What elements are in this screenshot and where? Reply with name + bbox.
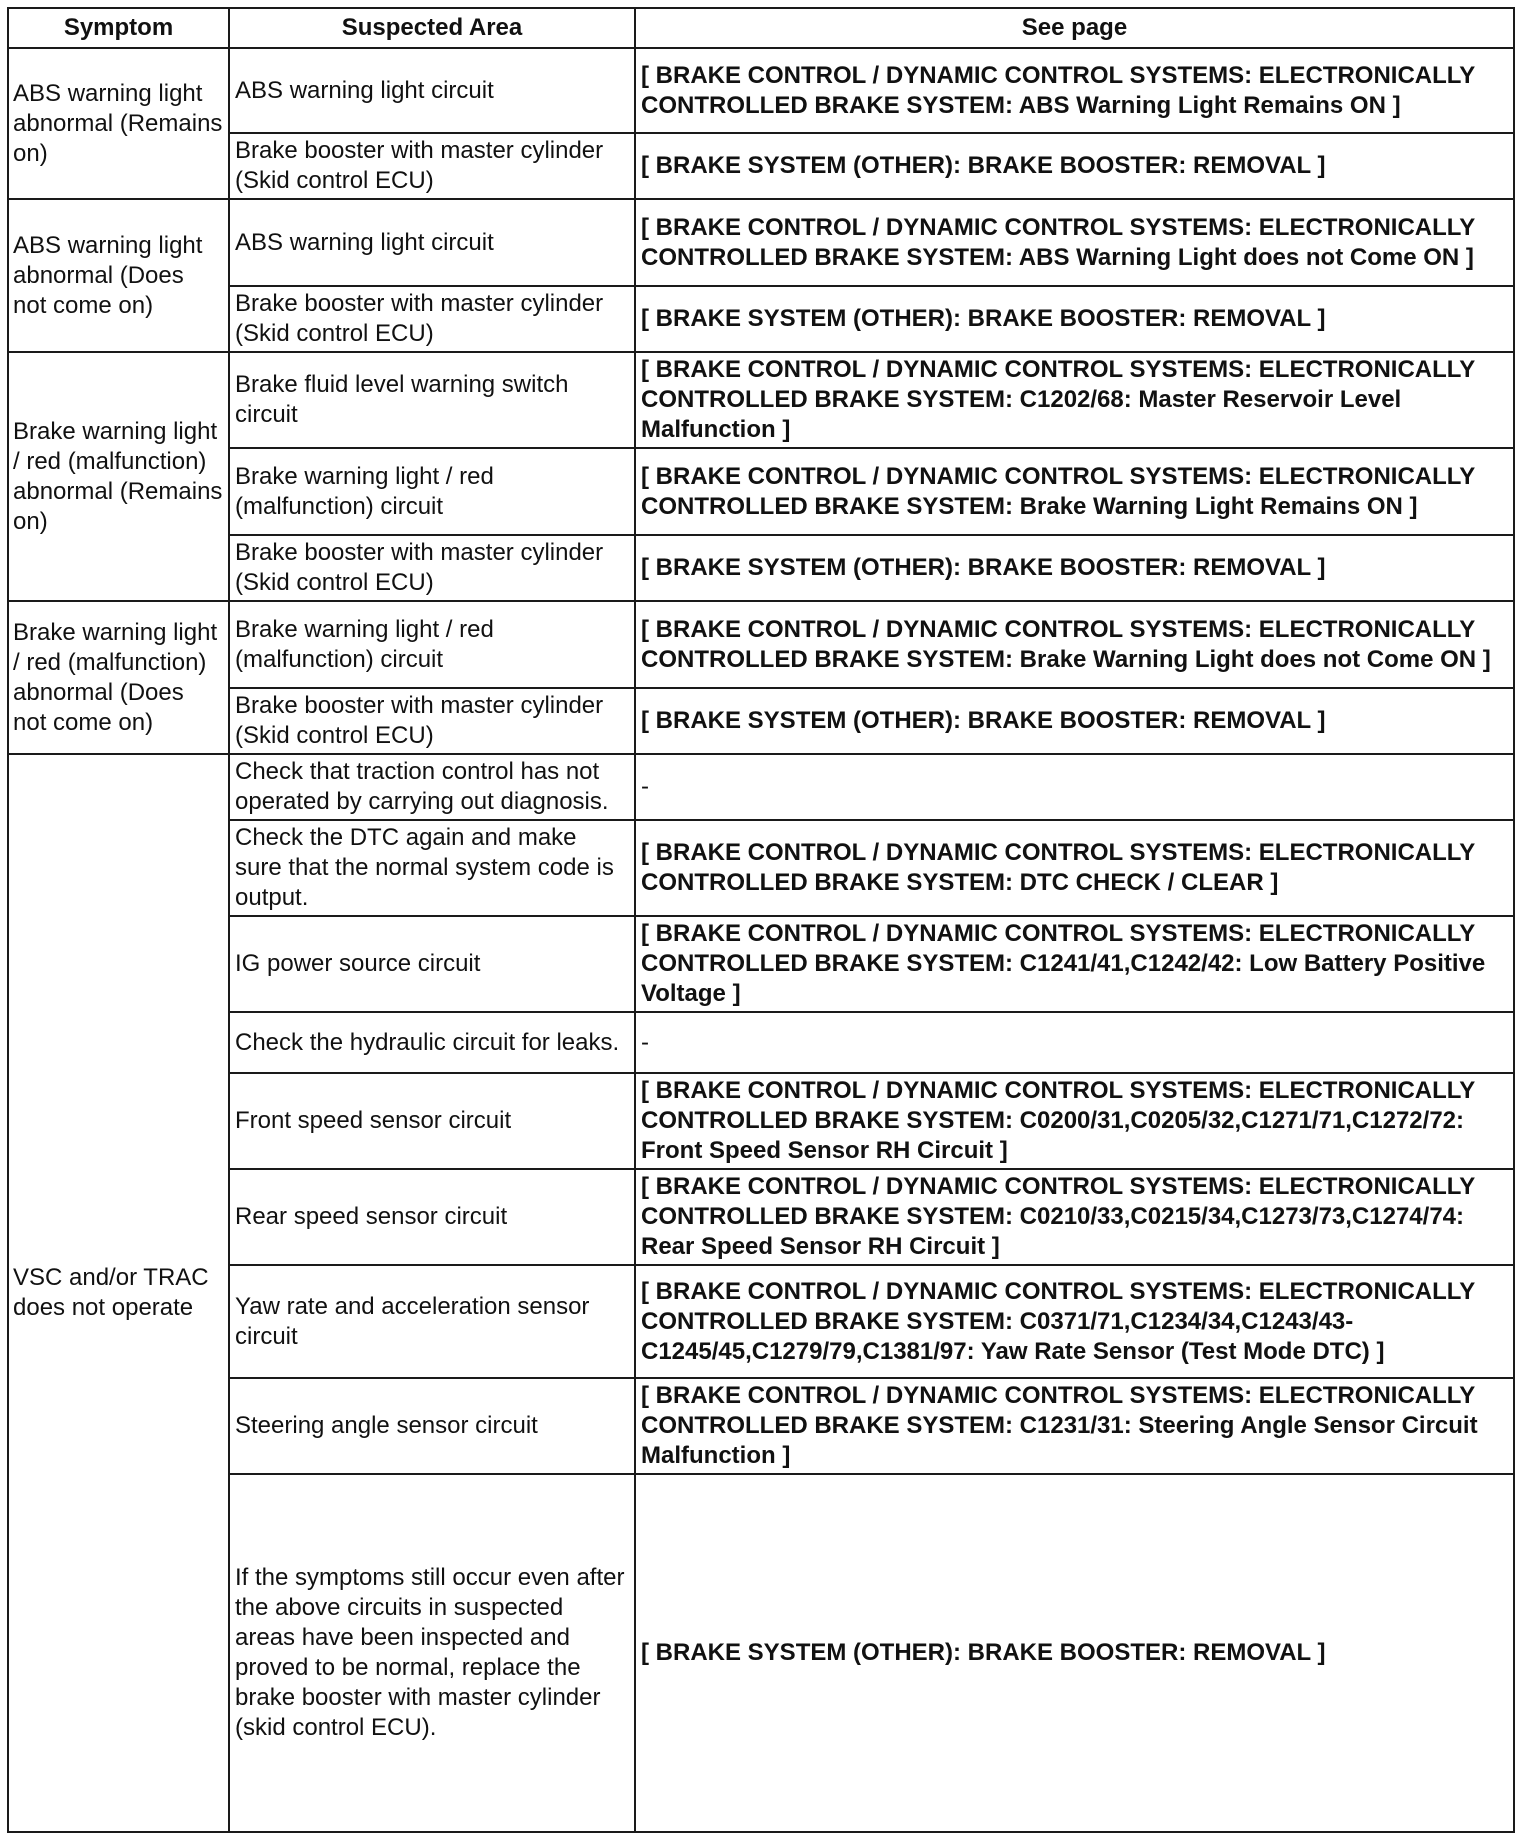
table-row	[8, 601, 1514, 688]
table-row	[8, 1265, 1514, 1378]
suspected-area-cell: ABS warning light circuit	[229, 48, 635, 133]
header-symptom: Symptom	[8, 8, 229, 48]
see-page-link[interactable]: [ BRAKE CONTROL / DYNAMIC CONTROL SYSTEMS: ELECTRONICALLY CONTROLLED BRAKE SYSTEM: Brake Warning Light does not Come ON ]	[635, 601, 1514, 688]
suspected-area-cell: Front speed sensor circuit	[229, 1073, 635, 1169]
suspected-area-cell: ABS warning light circuit	[229, 199, 635, 286]
symptom-cell: VSC and/or TRAC does not operate	[8, 754, 229, 1832]
table-row	[8, 820, 1514, 916]
table-row	[8, 1169, 1514, 1265]
table-row	[8, 352, 1514, 448]
symptom-table	[7, 7, 1515, 1833]
suspected-area-cell: Check the hydraulic circuit for leaks.	[229, 1012, 635, 1073]
table-row	[8, 199, 1514, 286]
see-page-link[interactable]: [ BRAKE CONTROL / DYNAMIC CONTROL SYSTEMS: ELECTRONICALLY CONTROLLED BRAKE SYSTEM: ABS Warning Light does not Come ON ]	[635, 199, 1514, 286]
suspected-area-cell: Brake booster with master cylinder (Skid control ECU)	[229, 286, 635, 352]
header-suspected-area: Suspected Area	[229, 8, 635, 48]
suspected-area-cell: Check the DTC again and make sure that the normal system code is output.	[229, 820, 635, 916]
suspected-area-cell: Yaw rate and acceleration sensor circuit	[229, 1265, 635, 1378]
header-see-page: See page	[635, 8, 1514, 48]
see-page-link[interactable]: [ BRAKE CONTROL / DYNAMIC CONTROL SYSTEMS: ELECTRONICALLY CONTROLLED BRAKE SYSTEM: C1241/41,C1242/42: Low Battery Positive Voltage ]	[635, 916, 1514, 1012]
suspected-area-cell: Brake warning light / red (malfunction) circuit	[229, 601, 635, 688]
table-row	[8, 286, 1514, 352]
see-page-link[interactable]: [ BRAKE SYSTEM (OTHER): BRAKE BOOSTER: REMOVAL ]	[635, 286, 1514, 352]
table-row	[8, 535, 1514, 601]
suspected-area-cell: Steering angle sensor circuit	[229, 1378, 635, 1474]
table-row	[8, 133, 1514, 199]
suspected-area-cell: Brake booster with master cylinder (Skid control ECU)	[229, 688, 635, 754]
table-row	[8, 1378, 1514, 1474]
see-page-link[interactable]: [ BRAKE SYSTEM (OTHER): BRAKE BOOSTER: REMOVAL ]	[635, 688, 1514, 754]
see-page-link[interactable]: [ BRAKE CONTROL / DYNAMIC CONTROL SYSTEMS: ELECTRONICALLY CONTROLLED BRAKE SYSTEM: Brake Warning Light Remains ON ]	[635, 448, 1514, 535]
suspected-area-cell: Brake booster with master cylinder (Skid control ECU)	[229, 535, 635, 601]
table-row	[8, 448, 1514, 535]
symptom-cell: Brake warning light / red (malfunction) abnormal (Does not come on)	[8, 601, 229, 754]
table-row	[8, 754, 1514, 820]
table-row	[8, 688, 1514, 754]
suspected-area-cell: IG power source circuit	[229, 916, 635, 1012]
see-page-link[interactable]: [ BRAKE CONTROL / DYNAMIC CONTROL SYSTEMS: ELECTRONICALLY CONTROLLED BRAKE SYSTEM: C1202/68: Master Reservoir Level Malfunction ]	[635, 352, 1514, 448]
suspected-area-cell: Rear speed sensor circuit	[229, 1169, 635, 1265]
see-page-link[interactable]: [ BRAKE CONTROL / DYNAMIC CONTROL SYSTEMS: ELECTRONICALLY CONTROLLED BRAKE SYSTEM: ABS Warning Light Remains ON ]	[635, 48, 1514, 133]
suspected-area-cell: Check that traction control has not operated by carrying out diagnosis.	[229, 754, 635, 820]
table-row	[8, 1073, 1514, 1169]
see-page-cell: -	[635, 754, 1514, 820]
see-page-link[interactable]: [ BRAKE CONTROL / DYNAMIC CONTROL SYSTEMS: ELECTRONICALLY CONTROLLED BRAKE SYSTEM: DTC CHECK / CLEAR ]	[635, 820, 1514, 916]
see-page-link[interactable]: [ BRAKE CONTROL / DYNAMIC CONTROL SYSTEMS: ELECTRONICALLY CONTROLLED BRAKE SYSTEM: C1231/31: Steering Angle Sensor Circuit Malfunction ]	[635, 1378, 1514, 1474]
header-row	[8, 8, 1514, 48]
see-page-cell: -	[635, 1012, 1514, 1073]
see-page-link[interactable]: [ BRAKE CONTROL / DYNAMIC CONTROL SYSTEMS: ELECTRONICALLY CONTROLLED BRAKE SYSTEM: C0200/31,C0205/32,C1271/71,C1272/72: Front Speed Sensor RH Circuit ]	[635, 1073, 1514, 1169]
suspected-area-cell: Brake warning light / red (malfunction) circuit	[229, 448, 635, 535]
symptom-cell: ABS warning light abnormal (Does not come on)	[8, 199, 229, 352]
table-row	[8, 1012, 1514, 1073]
see-page-link[interactable]: [ BRAKE SYSTEM (OTHER): BRAKE BOOSTER: REMOVAL ]	[635, 133, 1514, 199]
suspected-area-cell: Brake fluid level warning switch circuit	[229, 352, 635, 448]
suspected-area-cell: If the symptoms still occur even after the above circuits in suspected areas have been inspected and proved to be normal, replace the brake booster with master cylinder (skid control ECU).	[229, 1474, 635, 1832]
see-page-link[interactable]: [ BRAKE CONTROL / DYNAMIC CONTROL SYSTEMS: ELECTRONICALLY CONTROLLED BRAKE SYSTEM: C0210/33,C0215/34,C1273/73,C1274/74: Rear Speed Sensor RH Circuit ]	[635, 1169, 1514, 1265]
see-page-link[interactable]: [ BRAKE CONTROL / DYNAMIC CONTROL SYSTEMS: ELECTRONICALLY CONTROLLED BRAKE SYSTEM: C0371/71,C1234/34,C1243/43-C1245/45,C1279/79,C1381/97: Yaw Rate Sensor (Test Mode DTC) ]	[635, 1265, 1514, 1378]
symptom-cell: Brake warning light / red (malfunction) abnormal (Remains on)	[8, 352, 229, 601]
table-row	[8, 916, 1514, 1012]
see-page-link[interactable]: [ BRAKE SYSTEM (OTHER): BRAKE BOOSTER: REMOVAL ]	[635, 1474, 1514, 1832]
table-row	[8, 48, 1514, 133]
see-page-link[interactable]: [ BRAKE SYSTEM (OTHER): BRAKE BOOSTER: REMOVAL ]	[635, 535, 1514, 601]
table-row	[8, 1474, 1514, 1832]
suspected-area-cell: Brake booster with master cylinder (Skid control ECU)	[229, 133, 635, 199]
symptom-cell: ABS warning light abnormal (Remains on)	[8, 48, 229, 199]
